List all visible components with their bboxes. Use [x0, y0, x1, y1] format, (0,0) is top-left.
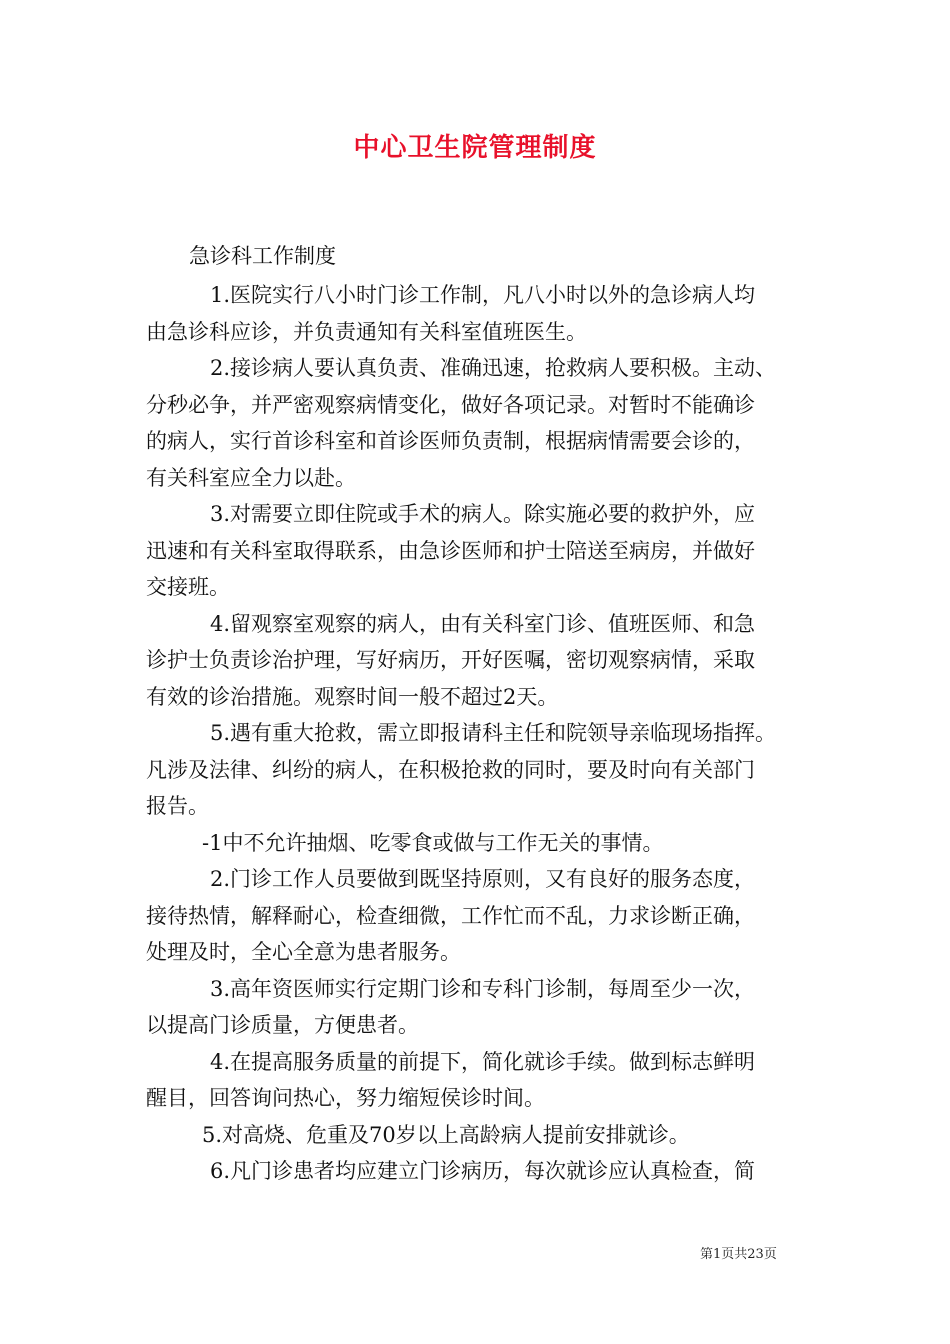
- paragraph-line: 诊护士负责诊治护理，写好病历，开好医嘱，密切观察病情，采取: [146, 648, 755, 672]
- paragraph-line: 分秒必争，并严密观察病情变化，做好各项记录。对暂时不能确诊: [146, 392, 755, 417]
- paragraph-line: 报告。: [146, 794, 209, 818]
- paragraph: [146, 1153, 826, 1190]
- paragraph: [146, 715, 826, 825]
- paragraph-line: 接待热情，解释耐心，检查细微，工作忙而不乱，力求诊断正确，: [146, 903, 755, 928]
- paragraph-line: 6.凡门诊患者均应建立门诊病历，每次就诊应认真检查，简: [210, 1159, 756, 1183]
- paragraph-line: 迅速和有关科室取得联系，由急诊医师和护士陪送至病房，并做好: [146, 538, 755, 563]
- paragraph-line: 醒目，回答询问热心，努力缩短侯诊时间。: [146, 1086, 545, 1110]
- paragraph-line: 3.高年资医师实行定期门诊和专科门诊制，每周至少一次，: [210, 976, 756, 1001]
- section-heading: 急诊科工作制度: [189, 244, 336, 268]
- paragraph-line: 4.留观察室观察的病人，由有关科室门诊、值班医师、和急: [210, 611, 756, 636]
- paragraph: [146, 350, 826, 496]
- page-number: 第1页共23页: [700, 1247, 777, 1262]
- paragraph: [146, 825, 826, 862]
- page-title: 中心卫生院管理制度: [353, 133, 597, 163]
- paragraph-line: 2.接诊病人要认真负责、准确迅速，抢救病人要积极。主动、: [210, 356, 777, 380]
- paragraph: [146, 606, 826, 716]
- paragraph-line: 有效的诊治措施。观察时间一般不超过2天。: [146, 684, 559, 709]
- paragraph: [146, 1117, 826, 1154]
- paragraph-line: 1.医院实行八小时门诊工作制，凡八小时以外的急诊病人均: [210, 283, 756, 307]
- paragraph-line: 凡涉及法律、纠纷的病人，在积极抢救的同时，要及时向有关部门: [146, 757, 755, 782]
- paragraph-line: 由急诊科应诊，并负责通知有关科室值班医生。: [146, 319, 587, 344]
- paragraph: [146, 277, 826, 350]
- paragraph-line: 3.对需要立即住院或手术的病人。除实施必要的救护外，应: [210, 502, 756, 526]
- paragraph-line: 以提高门诊质量，方便患者。: [146, 1013, 419, 1037]
- paragraph-line: -1中不允许抽烟、吃零食或做与工作无关的事情。: [202, 830, 664, 855]
- paragraph-line: 5.遇有重大抢救，需立即报请科主任和院领导亲临现场指挥。: [210, 721, 777, 745]
- paragraph-line: 的病人，实行首诊科室和首诊医师负责制，根据病情需要会诊的，: [146, 429, 755, 453]
- document-body: [146, 277, 826, 1190]
- paragraph: [146, 1044, 826, 1117]
- paragraph-line: 4.在提高服务质量的前提下，简化就诊手续。做到标志鲜明: [210, 1049, 756, 1074]
- paragraph: [146, 861, 826, 971]
- paragraph-line: 处理及时，全心全意为患者服务。: [146, 940, 461, 964]
- paragraph-line: 2.门诊工作人员要做到既坚持原则，又有良好的服务态度，: [210, 867, 756, 891]
- paragraph-line: 交接班。: [146, 575, 230, 599]
- paragraph: [146, 496, 826, 606]
- paragraph-line: 有关科室应全力以赴。: [146, 465, 356, 490]
- paragraph-line: 5.对高烧、危重及70岁以上高龄病人提前安排就诊。: [202, 1122, 690, 1147]
- paragraph: [146, 971, 826, 1044]
